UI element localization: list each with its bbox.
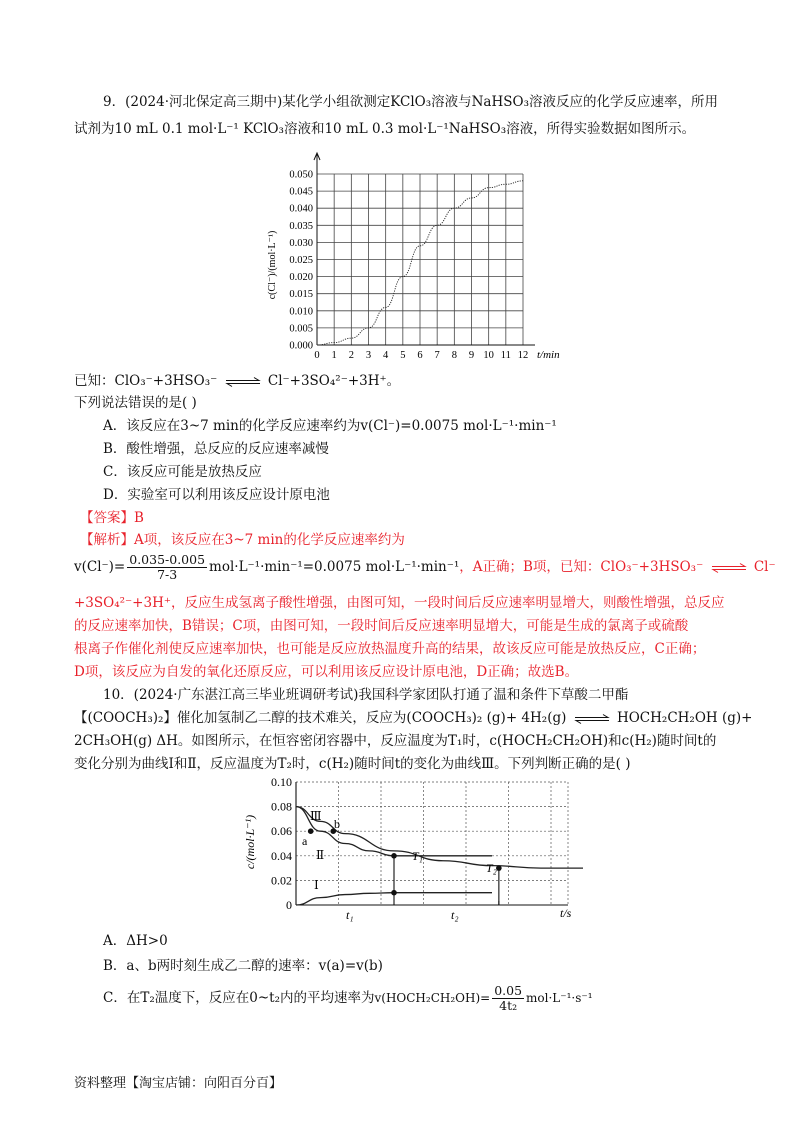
q9-known-prefix: 已知： (74, 373, 115, 389)
q9-option-b: B．酸性增强，总反应的反应速率减慢 (103, 441, 329, 457)
rate-rhs: mol·L⁻¹·min⁻¹=0.0075 mol·L⁻¹·min⁻¹ (209, 559, 460, 575)
q10-line4: 变化分别为曲线Ⅰ和Ⅱ，反应温度为T₂时，c(H₂)随时间t的变化为曲线Ⅲ。下列判断正确的是( ) (74, 756, 631, 772)
label-III: Ⅲ (310, 809, 322, 823)
chart9-ytick: 0.025 (289, 255, 313, 266)
chart10-ytick: 0.10 (271, 775, 292, 789)
chart10-curve-III (296, 807, 583, 869)
rate-fraction: $\frac{0.035-0.005}{7-3}$ (129, 552, 206, 582)
chart9-ytick: 0.040 (289, 203, 313, 215)
q9-known-left: ClO₃⁻+3HSO₃⁻ (114, 373, 218, 389)
xtick-t1: t₁ (346, 908, 354, 922)
chart9-xtick: 4 (383, 350, 389, 361)
chart10-ytick: 0.08 (271, 799, 292, 814)
label-II: Ⅱ (316, 848, 325, 862)
q9-analysis-l1: 【解析】A项，该反应在3~7 min的化学反应速率约为 (80, 532, 405, 548)
q9-analysis-l4: 的反应速率加快，B错误；C项，由图可知，一段时间后反应速率明显增大，可能是生成的氯离子或硫酸 (74, 618, 689, 634)
chart9-xtick: 5 (400, 350, 406, 361)
q9-stem: 下列说法错误的是( ) (74, 395, 197, 411)
chart9-xtick: 2 (348, 350, 354, 361)
chart10-ytick: 0.02 (271, 873, 292, 888)
chart9-grid (314, 153, 535, 345)
chart9-xtick: 3 (365, 350, 372, 361)
chart9-xtick: 1 (331, 350, 337, 361)
chart9-ytick: 0.010 (289, 306, 313, 318)
chart9-ytick: 0.050 (289, 169, 313, 181)
q10-option-c: C．在T₂温度下，反应在0~t₂内的平均速率为v(HOCH₂CH₂OH)= $\frac{0.05}{\text{4t₂}}$ mol·L⁻¹·s⁻¹ (103, 983, 593, 1013)
chart9-xlabel: t/min (537, 349, 560, 361)
option-c-fraction: $\frac{0.05}{\text{4t₂}}$ (494, 983, 523, 1013)
equilibrium-arrow-icon (574, 714, 610, 724)
chart9-xtick: 7 (434, 350, 440, 361)
chart9-ytick: 0.020 (289, 272, 313, 284)
q9-option-c: C．该反应可能是放热反应 (103, 464, 262, 480)
chart10-ylabel: c/(mol·L⁻¹) (243, 814, 257, 870)
chart9-ytick: 0.005 (289, 323, 313, 335)
point-a (308, 828, 314, 834)
label-I: Ⅰ (314, 878, 319, 892)
chart9-xtick: 10 (483, 350, 494, 361)
xtick-t2: t₂ (451, 908, 459, 922)
q9-option-a: A．该反应在3~7 min的化学反应速率约为v(Cl⁻)=0.0075 mol·L⁻¹·min⁻¹ (103, 418, 557, 434)
q10-option-b: B．a、b两时刻生成乙二醇的速率：v(a)=v(b) (103, 958, 383, 974)
label-T2: T₂ (486, 861, 497, 875)
q9-line1: 9．(2024·河北保定高三期中)某化学小组欲测定KClO₃溶液与NaHSO₃溶液反应的化学反应速率，所用 (103, 94, 718, 110)
chart9-xtick: 0 (314, 350, 320, 361)
q10-line3: 2CH₃OH(g) ΔH。如图所示，在恒容密闭容器中，反应温度为T₁时，c(HOCH₂CH₂OH)和c(H₂)随时间t的 (74, 733, 717, 749)
q9-known (74, 370, 734, 392)
q10-line2: 【(COOCH₃)₂】催化加氢制乙二醇的技术难关，反应为(COOCH₃)₂ (g)+ 4H₂(g) HOCH₂CH₂OH (g)+ (74, 710, 753, 726)
chart9-xtick: 9 (468, 350, 475, 361)
equilibrium-arrow-icon (711, 563, 747, 573)
q9-analysis-l6: D项，该反应为自发的氧化还原反应，可以利用该反应设计原电池，D正确；故选B。 (74, 664, 579, 680)
q9-analysis-l2: v(Cl⁻)= $\frac{0.035-0.005}{7-3}$ mol·L⁻¹·min⁻¹=0.0075 mol·L⁻¹·min⁻¹，A正确；B项，已知：ClO₃⁻+3HSO₃⁻ Cl⁻ (74, 552, 776, 582)
q9-analysis-l3: +3SO₄²⁻+3H⁺，反应生成氢离子酸性增强，由图可知，一段时间后反应速率明显增大，则酸性增强，总反应 (74, 595, 725, 611)
chart10-grid (296, 782, 568, 905)
answer-tag: 【答案】 (80, 510, 134, 526)
chart10-ytick: 0.06 (271, 824, 292, 839)
chart9-ytick: 0.000 (289, 340, 313, 352)
q9-analysis-l5: 根离子作催化剂使反应速率加快，也可能是反应放热温度升高的结果，故该反应可能是放热反应，C正确； (74, 641, 706, 657)
label-b: b (334, 817, 340, 831)
label-a: a (302, 834, 308, 848)
chart9-xtick: 8 (451, 350, 457, 361)
label-T1: T₁ (412, 849, 423, 863)
footer-credit: 资料整理【淘宝店铺：向阳百分百】 (74, 1076, 283, 1091)
answer-value: B (134, 510, 144, 526)
chart9-ytick: 0.015 (289, 289, 313, 301)
equilibrium-arrow-icon (225, 377, 261, 387)
q9-line2: 试剂为10 mL 0.1 mol·L⁻¹ KClO₃溶液和10 mL 0.3 mol·L⁻¹NaHSO₃溶液，所得实验数据如图所示。 (74, 121, 696, 137)
chart9-xtick: 12 (517, 350, 529, 361)
chart9-ylabel: c(Cl⁻)/(mol·L⁻¹) (267, 230, 278, 300)
chart10-ytick: 0.04 (271, 848, 292, 863)
chart9-xtick: 11 (500, 350, 511, 361)
chart10-ytick: 0 (286, 898, 292, 912)
rate-lhs: v(Cl⁻)= (74, 559, 126, 575)
analysis-tag: 【解析】 (80, 532, 134, 548)
q9-answer (80, 507, 740, 529)
chart9-xtick: 6 (417, 350, 423, 361)
q9-option-d: D．实验室可以利用该反应设计原电池 (103, 487, 330, 503)
chart9 (255, 150, 565, 368)
q10-line1: 10．(2024·广东湛江高三毕业班调研考试)我国科学家团队打通了温和条件下草酸二甲酯 (103, 687, 629, 703)
q9-known-right: Cl⁻+3SO₄²⁻+3H⁺。 (267, 373, 401, 389)
chart10-xlabel: t/s (560, 906, 572, 920)
q10-option-a: A．ΔH>0 (103, 933, 168, 949)
chart9-ytick: 0.035 (289, 220, 313, 232)
chart10 (238, 772, 583, 930)
chart9-ytick: 0.045 (289, 186, 313, 198)
chart9-ytick: 0.030 (289, 237, 313, 249)
